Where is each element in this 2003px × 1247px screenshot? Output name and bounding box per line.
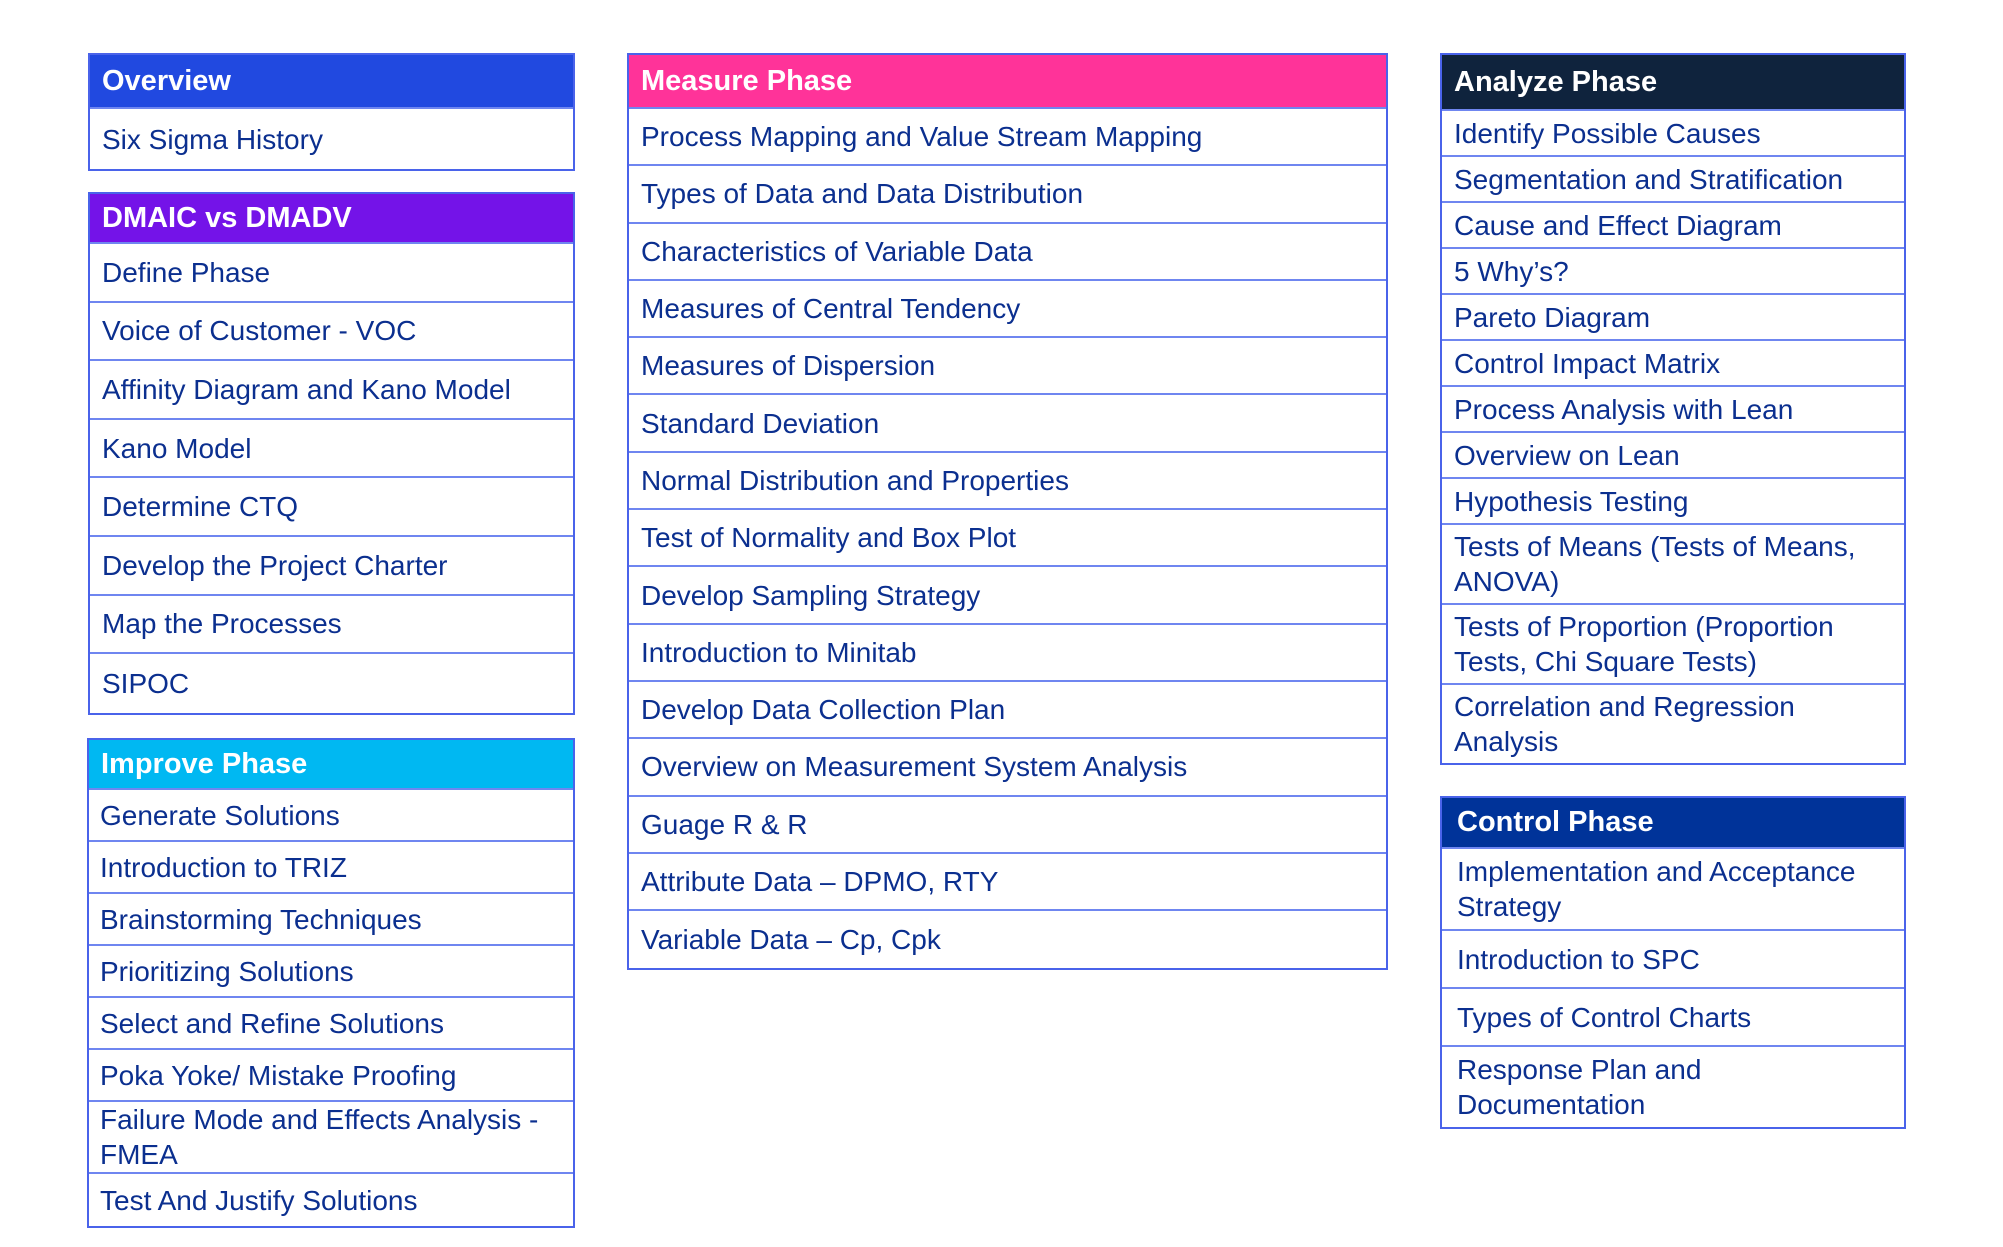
measure-topic-item[interactable]: Measures of Central Tendency [629, 281, 1386, 338]
analyze-topic-item[interactable]: 5 Why’s? [1442, 249, 1904, 295]
analyze-topic-item[interactable]: Identify Possible Causes [1442, 111, 1904, 157]
measure-topic-item[interactable]: Introduction to Minitab [629, 625, 1386, 682]
measure-topic-item[interactable]: Normal Distribution and Properties [629, 453, 1386, 510]
dmaic-section [88, 192, 575, 715]
dmaic-topic-item[interactable]: SIPOC [102, 667, 190, 699]
dmaic-header: DMAIC vs DMADV [90, 194, 573, 244]
control-topic-item[interactable]: Types of Control Charts [1442, 989, 1904, 1047]
improve-topic-item[interactable]: Introduction to TRIZ [89, 842, 573, 894]
analyze-topic-item[interactable]: Cause and Effect Diagram [1442, 203, 1904, 249]
measure-topic-item[interactable]: Guage R & R [629, 797, 1386, 854]
dmaic-topic-item[interactable]: Kano Model [90, 420, 573, 479]
measure-topic-item[interactable]: Test of Normality and Box Plot [629, 510, 1386, 567]
analyze-topic-item[interactable]: Pareto Diagram [1442, 295, 1904, 341]
analyze-topic-item[interactable]: Correlation and Regression Analysis [1454, 691, 1795, 757]
improve-topic-item[interactable]: Select and Refine Solutions [89, 998, 573, 1050]
improve-phase-section [87, 738, 575, 1228]
measure-topic-item[interactable]: Attribute Data – DPMO, RTY [629, 854, 1386, 911]
overview-header: Overview [90, 55, 573, 109]
control-topic-item[interactable]: Implementation and Acceptance Strategy [1442, 849, 1904, 931]
improve-phase-header: Improve Phase [89, 740, 573, 790]
measure-topic-item[interactable]: Variable Data – Cp, Cpk [641, 924, 941, 956]
improve-topic-item[interactable]: Prioritizing Solutions [89, 946, 573, 998]
measure-topic-item[interactable]: Types of Data and Data Distribution [629, 166, 1386, 223]
analyze-phase-header: Analyze Phase [1442, 55, 1904, 111]
measure-phase-header: Measure Phase [629, 55, 1386, 109]
analyze-topic-item[interactable]: Segmentation and Stratification [1442, 157, 1904, 203]
improve-topic-item[interactable]: Test And Justify Solutions [100, 1184, 418, 1216]
analyze-topic-item[interactable]: Hypothesis Testing [1442, 479, 1904, 525]
control-phase-header: Control Phase [1442, 798, 1904, 849]
measure-topic-item[interactable]: Standard Deviation [629, 395, 1386, 452]
analyze-phase-section [1440, 53, 1906, 765]
dmaic-topic-item[interactable]: Determine CTQ [90, 478, 573, 537]
overview-topic-item[interactable]: Six Sigma History [102, 123, 323, 155]
analyze-topic-item[interactable]: Tests of Proportion (Proportion Tests, Chi Square Tests) [1442, 605, 1904, 685]
dmaic-topic-item[interactable]: Define Phase [90, 244, 573, 303]
dmaic-topic-item[interactable]: Map the Processes [90, 596, 573, 655]
measure-topic-item[interactable]: Develop Sampling Strategy [629, 567, 1386, 624]
analyze-topic-item[interactable]: Process Analysis with Lean [1442, 387, 1904, 433]
dmaic-topic-item[interactable]: Voice of Customer - VOC [90, 303, 573, 362]
measure-topic-item[interactable]: Develop Data Collection Plan [629, 682, 1386, 739]
analyze-topic-item[interactable]: Tests of Means (Tests of Means, ANOVA) [1442, 525, 1904, 605]
control-topic-item[interactable]: Response Plan and Documentation [1457, 1054, 1702, 1120]
analyze-topic-item[interactable]: Control Impact Matrix [1442, 341, 1904, 387]
dmaic-topic-item[interactable]: Develop the Project Charter [90, 537, 573, 596]
improve-topic-item[interactable]: Poka Yoke/ Mistake Proofing [89, 1050, 573, 1102]
measure-topic-item[interactable]: Characteristics of Variable Data [629, 224, 1386, 281]
overview-section [88, 53, 575, 171]
measure-topic-item[interactable]: Process Mapping and Value Stream Mapping [629, 109, 1386, 166]
control-topic-item[interactable]: Introduction to SPC [1442, 931, 1904, 989]
measure-phase-section [627, 53, 1388, 970]
improve-topic-item[interactable]: Failure Mode and Effects Analysis - FMEA [89, 1102, 573, 1174]
improve-topic-item[interactable]: Generate Solutions [89, 790, 573, 842]
measure-topic-item[interactable]: Measures of Dispersion [629, 338, 1386, 395]
improve-topic-item[interactable]: Brainstorming Techniques [89, 894, 573, 946]
measure-topic-item[interactable]: Overview on Measurement System Analysis [629, 739, 1386, 796]
dmaic-topic-item[interactable]: Affinity Diagram and Kano Model [90, 361, 573, 420]
analyze-topic-item[interactable]: Overview on Lean [1442, 433, 1904, 479]
control-phase-section [1440, 796, 1906, 1129]
